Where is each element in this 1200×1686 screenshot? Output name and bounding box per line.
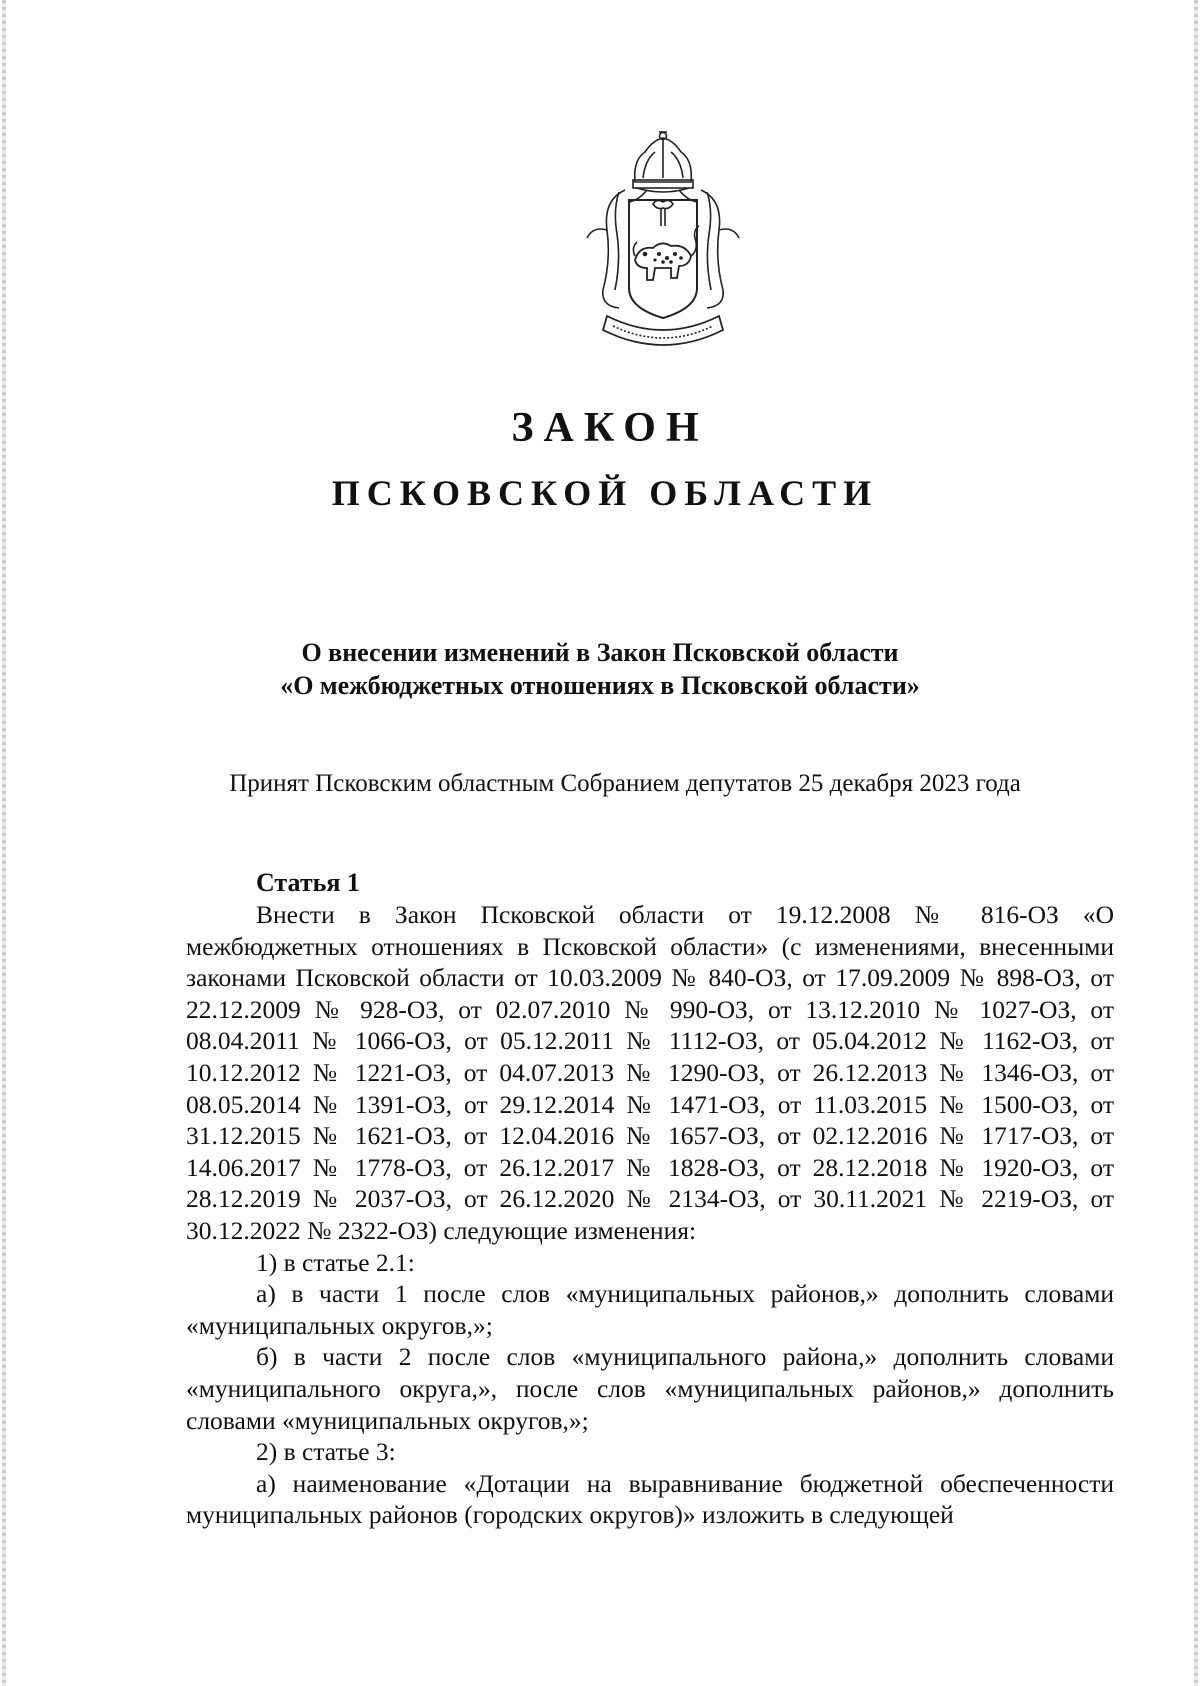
law-heading-line-1: О внесении изменений в Закон Псковской области <box>301 638 899 667</box>
scan-edge-right <box>1194 0 1198 1686</box>
paragraph-amendment-intro: Внести в Закон Псковской области от 19.12.2008 № 816-ОЗ «О межбюджетных отношениях в Псковской области» (с изменениями, внесенными законами Псковской области от 10.03.2009 № 840-ОЗ, от 17.09.2009 № 898-ОЗ, от 22.12.2009 № 928-ОЗ, от 02.07.2010 № 990-ОЗ, от 13.12.2010 № 1027-ОЗ, от 08.04.2011 № 1066-ОЗ, от 05.12.2011 № 1112-ОЗ, от 05.04.2012 № 1162-ОЗ, от 10.12.2012 № 1221-ОЗ, от 04.07.2013 № 1290-ОЗ, от 26.12.2013 № 1346-ОЗ, от 08.05.2014 № 1391-ОЗ, от 29.12.2014 № 1471-ОЗ, от 11.03.2015 № 1500-ОЗ, от 31.12.2015 № 1621-ОЗ, от 12.04.2016 № 1657-ОЗ, от 02.12.2016 № 1717-ОЗ, от 14.06.2017 № 1778-ОЗ, от 26.12.2017 № 1828-ОЗ, от 28.12.2018 № 1920-ОЗ, от 28.12.2019 № 2037-ОЗ, от 26.12.2020 № 2134-ОЗ, от 30.11.2021 № 2219-ОЗ, от 30.12.2022 № 2322-ОЗ) следующие изменения: <box>186 900 1114 1245</box>
paragraph-item-1b: б) в части 2 после слов «муниципального района,» дополнить словами «муниципального округа,», после слов «муниципальных районов,» дополнить словами «муниципальных округов,»; <box>186 1342 1114 1435</box>
paragraph-item-1: 1) в статье 2.1: <box>256 1247 415 1277</box>
paragraph-item-2a: а) наименование «Дотации на выравнивание бюджетной обеспеченности муниципальных районов (городских округов)» изложить в следующей <box>186 1468 1114 1530</box>
article-body <box>186 899 1114 1531</box>
document-title: ЗАКОН <box>511 405 709 451</box>
paragraph-item-2: 2) в статье 3: <box>256 1437 396 1467</box>
article-title: Статья 1 <box>256 868 360 897</box>
document-subtitle: ПСКОВСКОЙ ОБЛАСТИ <box>331 473 879 513</box>
paragraph-item-1a: а) в части 1 после слов «муниципальных районов,» дополнить словами «муниципальных округов,»; <box>186 1279 1114 1340</box>
adoption-statement: Принят Псковским областным Собранием депутатов 25 декабря 2023 года <box>229 770 1021 797</box>
law-heading <box>0 636 1200 702</box>
coat-of-arms-emblem <box>573 130 753 366</box>
law-heading-line-2: «О межбюджетных отношениях в Псковской области» <box>280 671 920 700</box>
scan-edge-left <box>2 0 6 1686</box>
